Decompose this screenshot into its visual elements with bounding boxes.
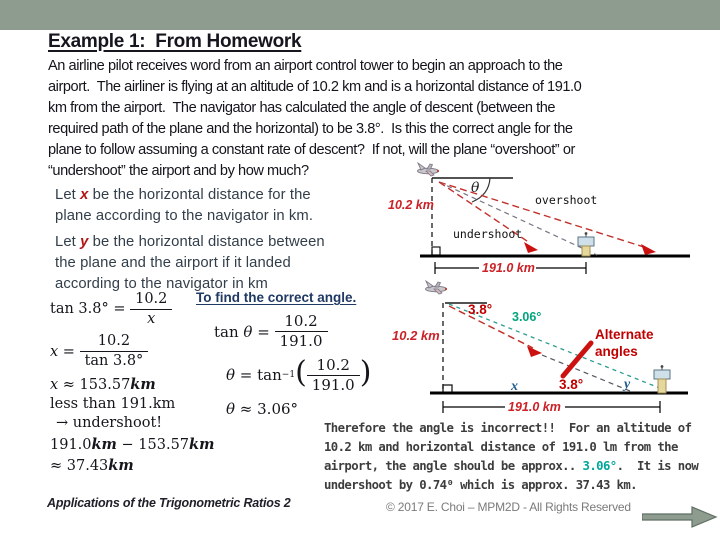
correct-angle-heading: To find the correct angle. — [196, 290, 357, 305]
denominator: tan 3.8° — [84, 353, 144, 370]
let-y-rest: be the horizontal distance between — [88, 234, 325, 250]
correct-angle-label: 3.06° — [512, 310, 542, 324]
equation-theta-result — [226, 400, 371, 418]
equation-difference-result — [50, 457, 214, 474]
alternate-angle-value: 3.8° — [559, 377, 584, 392]
let-x-rest: be the horizontal distance for the — [88, 187, 311, 203]
let-x-line2: plane according to the navigator in km. — [55, 208, 314, 224]
variable-theta: θ — [243, 322, 253, 341]
let-y-line3: according to the navigator in km — [55, 276, 268, 292]
fraction — [130, 291, 172, 327]
variable-definitions — [55, 185, 325, 295]
equation-subtraction — [50, 436, 214, 453]
alternate-angle-slash — [563, 343, 591, 376]
minus-sign: − — [116, 436, 139, 453]
alternate-angles-label-1: Alternate — [595, 327, 654, 342]
theta-label: θ — [471, 180, 480, 196]
problem-line: required path of the plane and the horizontal) to be 3.8°. Is this the correct angle for the — [48, 121, 573, 137]
variable-x: x — [80, 187, 89, 203]
problem-line: airport. The airliner is flying at an altitude of 10.2 km and is a horizontal distance of 191.0 — [48, 79, 582, 95]
plane-icon — [418, 163, 440, 176]
note-less-than: less than 191.km — [50, 395, 176, 412]
equals-sign: = — [113, 301, 131, 318]
variable-theta: θ — [226, 366, 236, 385]
control-tower-icon — [654, 365, 670, 393]
note-undershoot: → undershoot! — [56, 414, 163, 431]
fraction — [80, 333, 149, 369]
result-value: ≈ 37.43 — [50, 457, 109, 474]
numerator: 10.2 — [307, 357, 360, 376]
overshoot-arrowhead — [641, 244, 656, 255]
problem-line: An airline pilot receives word from an airport control tower to begin an approach to the — [48, 58, 563, 74]
equals-sign: = — [58, 343, 80, 360]
let-x-line1 — [55, 185, 325, 206]
let-y-line2: the plane and the airport if it landed — [55, 255, 291, 271]
problem-line: plane to follow assuming a constant rate of descent? If not, will the plane “overshoot” or — [48, 142, 575, 158]
equation-x-isolated — [50, 333, 214, 369]
fraction — [275, 313, 328, 351]
altitude-label: 10.2 km — [392, 328, 440, 343]
alternate-angles-label-2: angles — [595, 344, 638, 359]
conclusion-line — [324, 457, 718, 476]
unit-km: km — [91, 435, 117, 453]
equals-sign: = — [252, 322, 275, 341]
conclusion-segment: airport, the angle should be approx.. — [324, 459, 583, 473]
fraction — [307, 357, 360, 395]
unit-km: km — [108, 456, 134, 474]
diagram-alternate-angles — [375, 275, 720, 420]
conclusion-line: Therefore the angle is incorrect!! For an altitude of — [324, 421, 692, 435]
conclusion-line: undershoot by 0.74⁰ which is approx. 37.43 km. — [324, 478, 637, 492]
variable-x: x — [50, 376, 59, 393]
planned-angle-label: 3.8° — [468, 302, 493, 317]
lesson-title: Applications of the Trigonometric Ratios 2 — [47, 496, 291, 510]
result-value: ≈ 3.06° — [235, 400, 299, 418]
conclusion-line: 10.2 km and horizontal distance of 191.0 lm from the — [324, 440, 678, 454]
distance-label: 191.0 km — [482, 261, 535, 275]
planned-path-arrowhead — [527, 346, 542, 357]
undershoot-arrowhead — [524, 242, 538, 253]
right-angle-marker — [432, 247, 440, 255]
denominator: 191.0 — [279, 332, 323, 351]
result-value: ≈ 153.57 — [58, 376, 131, 393]
equation-arctan: θ = tan −1 ( $\frac{10.2}{191.0}$ ) — [226, 355, 372, 394]
numerator: 10.2 — [80, 333, 149, 352]
altitude-label: 10.2 km — [388, 198, 434, 212]
let-word: Let — [55, 234, 81, 250]
next-slide-arrow-icon[interactable] — [642, 505, 718, 529]
denominator: 191.0 — [311, 375, 355, 394]
work-middle-column — [214, 313, 371, 421]
slide-title: Example 1: From Homework — [48, 31, 302, 52]
plane-icon — [426, 281, 448, 294]
let-word: Let — [55, 187, 81, 203]
unit-km: km — [189, 435, 215, 453]
equation-x-result — [50, 376, 214, 393]
problem-line: km from the airport. The navigator has calculated the angle of descent (between the — [48, 100, 556, 116]
undershoot-label: undershoot — [453, 227, 523, 241]
x-distance-label: x — [511, 379, 518, 394]
correct-angle-value: 3.06° — [582, 459, 617, 473]
value: 191.0 — [50, 436, 92, 453]
copyright-notice: © 2017 E. Choi – MPM2D - All Rights Reserved — [386, 500, 631, 514]
variable-x: x — [50, 343, 59, 360]
control-tower-icon — [578, 232, 594, 256]
conclusion-text — [324, 419, 718, 495]
variable-theta: θ — [226, 400, 236, 418]
denominator: x — [147, 310, 156, 327]
work-left-column — [50, 291, 214, 477]
tan-function: tan 3.8° — [50, 301, 114, 318]
variable-y: y — [80, 234, 89, 250]
planned-path-extension-dashed — [542, 355, 630, 391]
conclusion-segment: . It is now — [616, 459, 699, 473]
y-distance-label: y — [624, 377, 631, 392]
numerator: 10.2 — [130, 291, 172, 310]
equation-tan-setup — [50, 291, 214, 327]
value: 153.57 — [138, 436, 190, 453]
tan-function: tan — [214, 322, 244, 341]
let-y-line1 — [55, 232, 325, 253]
overshoot-label: overshoot — [535, 193, 598, 207]
equation-tan-theta — [214, 313, 371, 351]
top-accent-band — [0, 0, 720, 30]
problem-line: “undershoot” the airport and by how much? — [48, 163, 309, 179]
inverse-tan: = tan — [235, 366, 282, 385]
unit-km: km — [130, 375, 156, 393]
numerator: 10.2 — [275, 313, 328, 332]
distance-label: 191.0 km — [508, 400, 561, 414]
